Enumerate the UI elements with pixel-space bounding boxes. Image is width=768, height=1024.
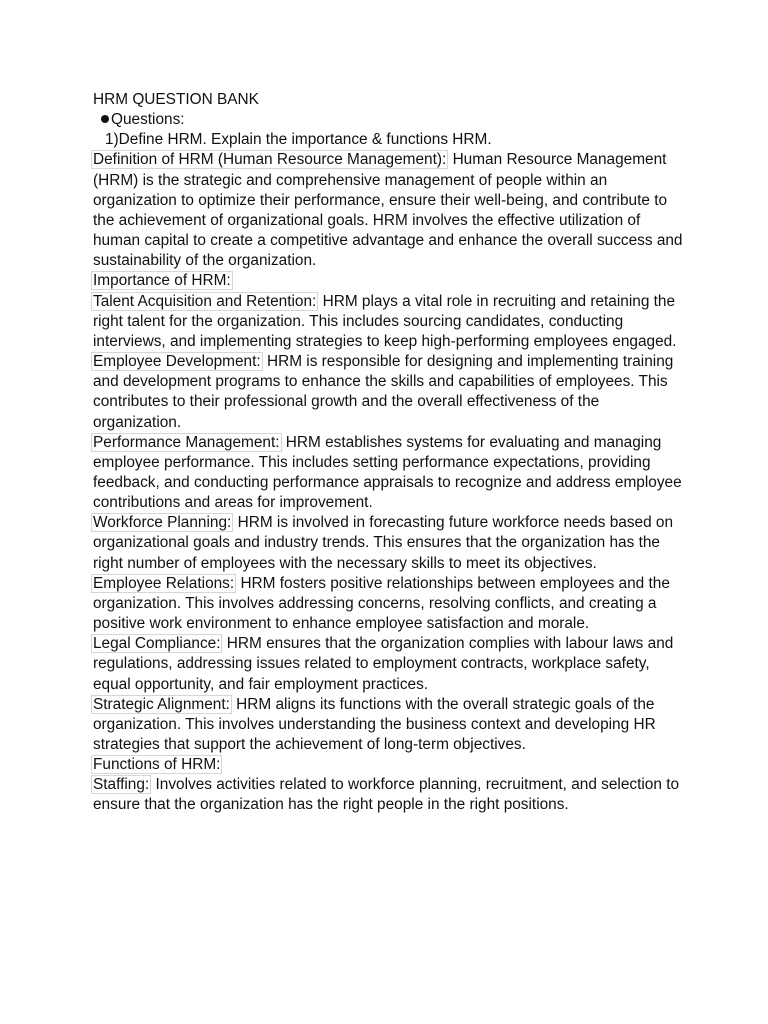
importance-text: HRM plays a vital role in recruiting and retaining the right talent for the organization. This includes sourcing candidates, conducting interviews, and implementing strategies to keep high-performing employees engaged. (93, 292, 677, 350)
importance-text: HRM aligns its functions with the overall strategic goals of the organization. This involves understanding the business context and developing HR strategies that support the achievement of long-term objectives. (93, 695, 656, 753)
importance-text: HRM establishes systems for evaluating and managing employee performance. This includes setting performance expectations, providing feedback, and conducting performance appraisals to recognize and address employee contributions and areas for improvement. (93, 433, 682, 512)
importance-item (93, 574, 683, 634)
importance-term: Strategic Alignment: (93, 695, 230, 713)
definition-text: Human Resource Management (HRM) is the strategic and comprehensive management of people within an organization to optimize their performance, ensure their well-being, and contribute to the achievement of organizational goals. HRM involves the effective utilization of human capital to create a competitive advantage and enhance the overall success and sustainability of the organization. (93, 151, 683, 270)
functions-heading-label: Functions of HRM: (93, 756, 221, 774)
questions-label: Questions: (111, 111, 185, 129)
importance-term: Employee Development: (93, 353, 261, 371)
importance-term: Workforce Planning: (93, 514, 232, 532)
functions-item (93, 775, 683, 815)
importance-text: HRM ensures that the organization complies with labour laws and regulations, addressing issues related to employment contracts, workplace safety, equal opportunity, and fair employment practices. (93, 635, 674, 693)
importance-item (93, 695, 683, 755)
definition-paragraph (93, 150, 683, 271)
importance-term: Legal Compliance: (93, 635, 221, 653)
importance-text: HRM is responsible for designing and implementing training and development programs to enhance the skills and capabilities of employees. This contributes to their professional growth and the overall effectiveness of the organization. (93, 353, 674, 431)
question-1: 1)Define HRM. Explain the importance & functions HRM. (105, 131, 492, 149)
document-body (93, 90, 683, 816)
importance-item (93, 292, 683, 352)
questions-bullet (93, 110, 683, 130)
document-title: HRM QUESTION BANK (93, 91, 259, 108)
importance-item (93, 433, 683, 514)
importance-text: HRM is involved in forecasting future workforce needs based on organizational goals and industry trends. This ensures that the organization has the right number of employees with the necessary skills to meet its objectives. (93, 514, 674, 572)
importance-term: Employee Relations: (93, 574, 235, 592)
importance-text: HRM fosters positive relationships between employees and the organization. This involves addressing concerns, resolving conflicts, and creating a positive work environment to enhance employee satisfaction and morale. (93, 574, 670, 633)
importance-item (93, 352, 683, 433)
importance-term: Performance Management: (93, 433, 280, 451)
functions-text: Involves activities related to workforce planning, recruitment, and selection to ensure that the organization has the right people in the right positions. (93, 776, 680, 814)
bullet-icon (101, 115, 109, 123)
functions-heading (93, 755, 683, 775)
importance-heading-label: Importance of HRM: (93, 272, 231, 290)
importance-item (93, 634, 683, 694)
importance-item (93, 513, 683, 573)
importance-heading (93, 271, 683, 291)
definition-term: Definition of HRM (Human Resource Management): (93, 151, 447, 169)
functions-term: Staffing: (93, 776, 150, 794)
importance-term: Talent Acquisition and Retention: (93, 292, 317, 310)
